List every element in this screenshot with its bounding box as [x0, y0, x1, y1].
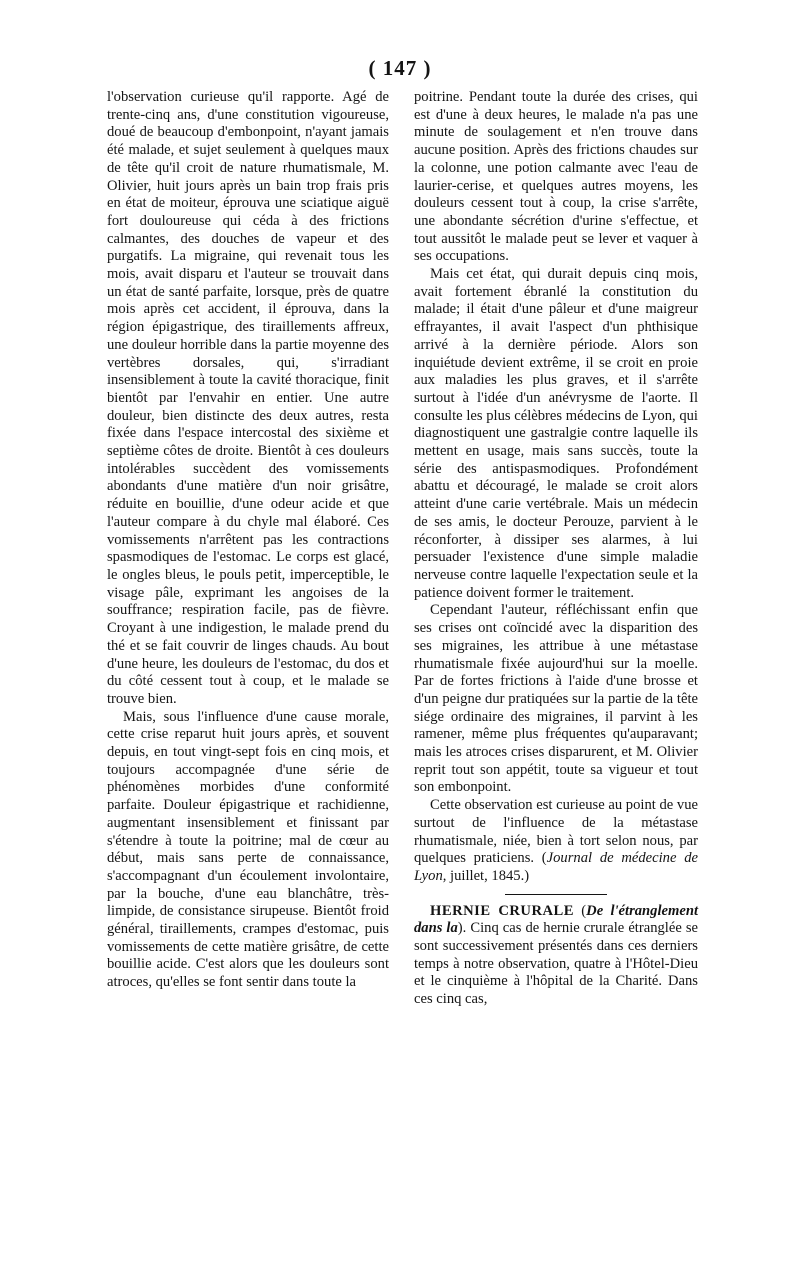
subheading-close: ).: [457, 920, 471, 937]
article-subheading: De l'étranglement dans la: [414, 902, 699, 937]
article-paragraph: [414, 903, 698, 1009]
subheading-open: (: [574, 902, 587, 919]
page-number: ( 147 ): [368, 56, 432, 80]
section-divider: [505, 894, 607, 895]
paragraph-with-source: [414, 797, 698, 886]
article-heading: HERNIE CRURALE: [430, 902, 575, 919]
source-date: juillet, 1845.): [446, 867, 530, 884]
paragraph: Mais, sous l'influence d'une cause morale, cette crise reparut huit jours après, et souvent depuis, en tout vingt-sept fois en cinq mois, et toujours accompagnée d'une série de phénomènes morbides d'une conformité parfaite. Douleur épigastrique et rachidienne, augmentant insensiblement et finissant par s'étendre à toute la poitrine; mal de cœur au début, mais sans perte de connaissance, s'accompagnant d'un écoulement involontaire, par la bouche, d'une eau blanchâtre, très-limpide, de consistance sirupeuse. Bientôt froid général, tiraillements, crampes d'estomac, puis vomissements de cette matière grisâtre, de cette bouillie acide. C'est alors que les douleurs sont atroces, qu'elles se font sentir dans toute la: [107, 708, 389, 991]
article-text: Cinq cas de hernie crurale étranglée se sont successivement présentés dans ces derniers temps à notre observation, quatre à l'Hôtel-Dieu et le cinquième à l'hôpital de la Charité. Dans ces cinq cas,: [414, 920, 699, 1008]
paragraph-text: Cette observation est curieuse au point de vue surtout de l'influence de la métastase rhumatismale, niée, bien à tort selon nous, par quelques praticiens. (: [414, 797, 698, 867]
paragraph: l'observation curieuse qu'il rapporte. Agé de trente-cinq ans, d'une constitution vigoureuse, doué de beaucoup d'embonpoint, n'ayant jamais été malade, et sujet seulement à quelques maux de tête qu'il croit de nature rhumatismale, M. Olivier, huit jours après un bain trop frais pris en état de moiteur, éprouva une sciatique aiguë fort douloureuse qui céda à des frictions calmantes, des douches de vapeur et des purgatifs. La migraine, qui revenait tous les mois, avait disparu et l'auteur se trouvait dans un état de santé parfaite, lorsque, près de quatre mois après cet accident, il éprouva, dans la région épigastrique, des tiraillements affreux, une douleur horrible dans la partie moyenne des vertèbres dorsales, qui, s'irradiant insensiblement à toute la cavité thoracique, finit bientôt par l'envahir en entier. Une autre douleur, bien distincte des deux autres, resta fixée dans l'espace intercostal des sixième et septième côtes de droite. Bientôt à ces douleurs intolérables succèdent des vomissements abondants d'une matière d'un noir grisâtre, réduite en bouillie, d'une odeur acide et que l'auteur compare à du chyle mal élaboré. Ces vomissements n'arrêtent pas les contractions spasmodiques de l'estomac. Le corps est glacé, le ongles bleus, le pouls petit, imperceptible, le visage pâle, exprimant les angoises de la souffrance; respiration facile, pas de fièvre. Croyant à une indigestion, le malade prend du thé et se fait couvrir de linges chauds. Au bout d'une heure, les douleurs de l'estomac, du dos et du côté cessent tout à coup, et le malade se trouve bien.: [107, 89, 389, 707]
left-column: [107, 89, 389, 992]
paragraph: Cependant l'auteur, réfléchissant enfin que ses crises ont coïncidé avec la disparition des ses migraines, les attribue à une métastase rhumatismale fixée aujourd'hui sur la moelle. Par de fortes frictions à l'aide d'une brosse et d'un peigne dur pratiquées sur la partie de la tête siége ordinaire des migraines, il parvint à les ramener, même plus fréquentes qu'auparavant; mais les atroces crises disparurent, et M. Olivier reprit tout son appétit, toute sa vigueur et tout son embonpoint.: [414, 602, 698, 796]
right-column: [414, 89, 698, 1009]
paragraph: Mais cet état, qui durait depuis cinq mois, avait fortement ébranlé la constitution du malade; il était d'une pâleur et d'une maigreur effrayantes, il avait l'aspect d'un phthisique arrivé à la dernière période. Alors son inquiétude devient extrême, il se croit en proie aux maladies les plus graves, et il s'arrête surtout à l'idée d'un anévrysme de l'aorte. Il consulte les plus célèbres médecins de Lyon, qui diagnostiquent une gastralgie contre laquelle ils mettent en usage, mais sans succès, toute la série des antispasmodiques. Profondément abattu et découragé, le malade se croit alors atteint d'une carie vertébrale. Mais un médecin de ses amis, le docteur Perouze, parvient à le réconforter, à dissiper ses alarmes, à lui persuader l'existence d'une simple maladie nerveuse contre laquelle l'expectation seule et la patience doivent former le traitement.: [414, 266, 698, 601]
source-citation: Journal de médecine de Lyon,: [414, 850, 698, 884]
paragraph: poitrine. Pendant toute la durée des crises, qui est d'une à deux heures, le malade n'a pas une minute de soulagement et n'en trouve dans aucune position. Après des frictions chaudes sur la colonne, une potion calmante avec l'eau de laurier-cerise, et quelques autres moyens, les douleurs cessent tout à coup, la crise s'arrête, une abondante sécrétion d'urine s'effectue, et tout aussitôt le malade peut se lever et vaquer à ses occupations.: [414, 89, 698, 265]
